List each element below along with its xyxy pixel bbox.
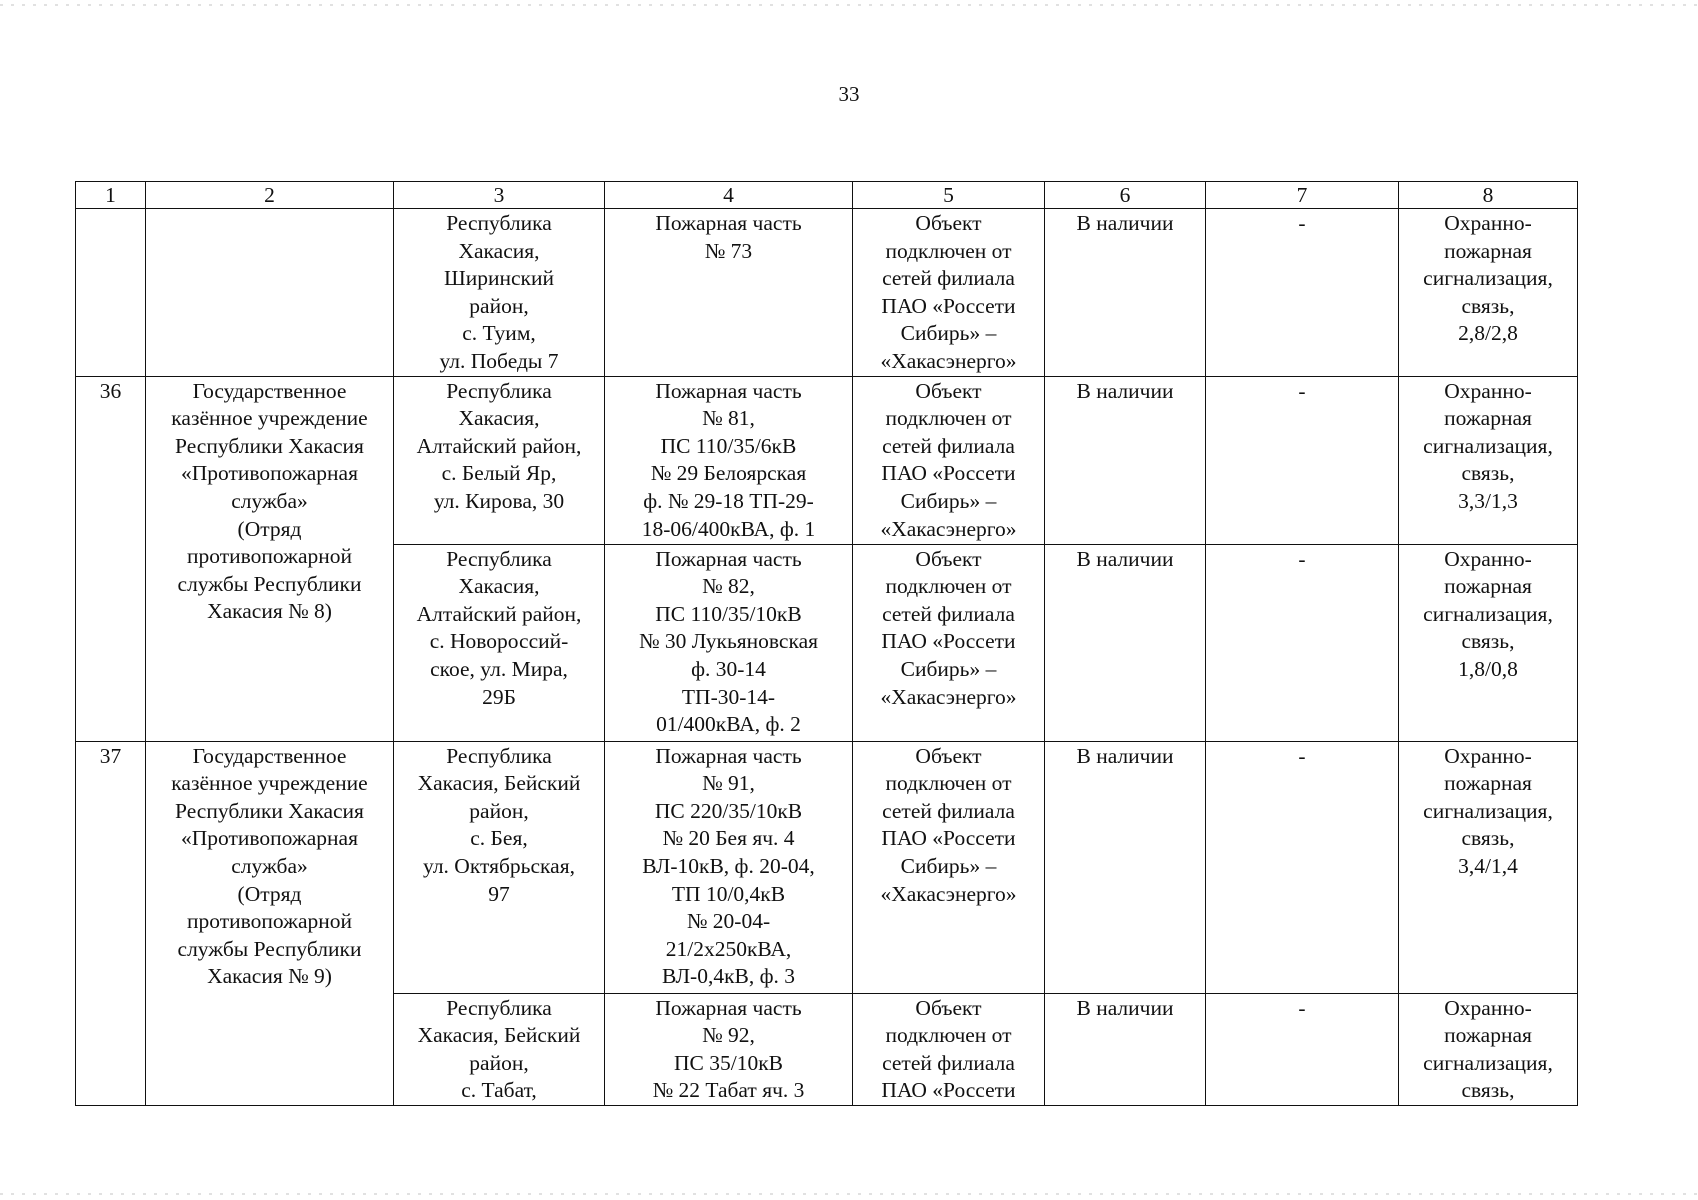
header-cell: 2 [146, 182, 394, 209]
table-row [76, 209, 1578, 377]
power-source-cell: Пожарная часть № 82, ПС 110/35/10кВ № 30 Лукьяновская ф. 30-14 ТП-30-14- 01/400кВА, ф. 2 [605, 544, 853, 741]
security-cell: Охранно- пожарная сигнализация, связь, [1399, 993, 1578, 1105]
header-cell: 1 [76, 182, 146, 209]
col7-cell: - [1206, 993, 1399, 1105]
organization-cell [146, 209, 394, 377]
availability-cell: В наличии [1045, 209, 1206, 377]
col7-cell: - [1206, 741, 1399, 993]
address-cell: Республика Хакасия, Алтайский район, с. Белый Яр, ул. Кирова, 30 [394, 376, 605, 544]
connection-cell: Объект подключен от сетей филиала ПАО «Россети Сибирь» – «Хакасэнерго» [853, 209, 1045, 377]
security-cell: Охранно- пожарная сигнализация, связь, 1,8/0,8 [1399, 544, 1578, 741]
table-row [76, 741, 1578, 993]
address-cell: Республика Хакасия, Алтайский район, с. Новороссий- ское, ул. Мира, 29Б [394, 544, 605, 741]
connection-cell: Объект подключен от сетей филиала ПАО «Россети Сибирь» – «Хакасэнерго» [853, 376, 1045, 544]
organization-cell: Государственное казённое учреждение Республики Хакасия «Противопожарная служба» (Отряд противопожарной службы Республики Хакасия № 9) [146, 741, 394, 1105]
connection-cell: Объект подключен от сетей филиала ПАО «Россети Сибирь» – «Хакасэнерго» [853, 741, 1045, 993]
organization-cell: Государственное казённое учреждение Республики Хакасия «Противопожарная служба» (Отряд противопожарной службы Республики Хакасия № 8) [146, 376, 394, 741]
col7-cell: - [1206, 209, 1399, 377]
row-number-cell [76, 209, 146, 377]
col7-cell: - [1206, 544, 1399, 741]
header-cell: 7 [1206, 182, 1399, 209]
power-source-cell: Пожарная часть № 92, ПС 35/10кВ № 22 Табат яч. 3 [605, 993, 853, 1105]
row-number-cell: 37 [76, 741, 146, 1105]
connection-cell: Объект подключен от сетей филиала ПАО «Россети [853, 993, 1045, 1105]
facilities-table [75, 181, 1578, 1106]
page-number: 33 [838, 82, 860, 106]
power-source-cell: Пожарная часть № 73 [605, 209, 853, 377]
header-cell: 4 [605, 182, 853, 209]
header-cell: 6 [1045, 182, 1206, 209]
availability-cell: В наличии [1045, 376, 1206, 544]
security-cell: Охранно- пожарная сигнализация, связь, 2,8/2,8 [1399, 209, 1578, 377]
scan-noise-top [0, 4, 1698, 6]
scan-noise-bottom [0, 1193, 1698, 1195]
header-cell: 5 [853, 182, 1045, 209]
connection-cell: Объект подключен от сетей филиала ПАО «Россети Сибирь» – «Хакасэнерго» [853, 544, 1045, 741]
security-cell: Охранно- пожарная сигнализация, связь, 3,4/1,4 [1399, 741, 1578, 993]
availability-cell: В наличии [1045, 741, 1206, 993]
table-row [76, 376, 1578, 544]
header-cell: 8 [1399, 182, 1578, 209]
security-cell: Охранно- пожарная сигнализация, связь, 3,3/1,3 [1399, 376, 1578, 544]
power-source-cell: Пожарная часть № 81, ПС 110/35/6кВ № 29 Белоярская ф. № 29-18 ТП-29- 18-06/400кВА, ф. 1 [605, 376, 853, 544]
header-row [76, 182, 1578, 209]
availability-cell: В наличии [1045, 993, 1206, 1105]
power-source-cell: Пожарная часть № 91, ПС 220/35/10кВ № 20 Бея яч. 4 ВЛ-10кВ, ф. 20-04, ТП 10/0,4кВ № 20-04- 21/2х250кВА, ВЛ-0,4кВ, ф. 3 [605, 741, 853, 993]
row-number-cell: 36 [76, 376, 146, 741]
availability-cell: В наличии [1045, 544, 1206, 741]
address-cell: Республика Хакасия, Бейский район, с. Бея, ул. Октябрьская, 97 [394, 741, 605, 993]
header-cell: 3 [394, 182, 605, 209]
address-cell: Республика Хакасия, Ширинский район, с. Туим, ул. Победы 7 [394, 209, 605, 377]
address-cell: Республика Хакасия, Бейский район, с. Табат, [394, 993, 605, 1105]
col7-cell: - [1206, 376, 1399, 544]
